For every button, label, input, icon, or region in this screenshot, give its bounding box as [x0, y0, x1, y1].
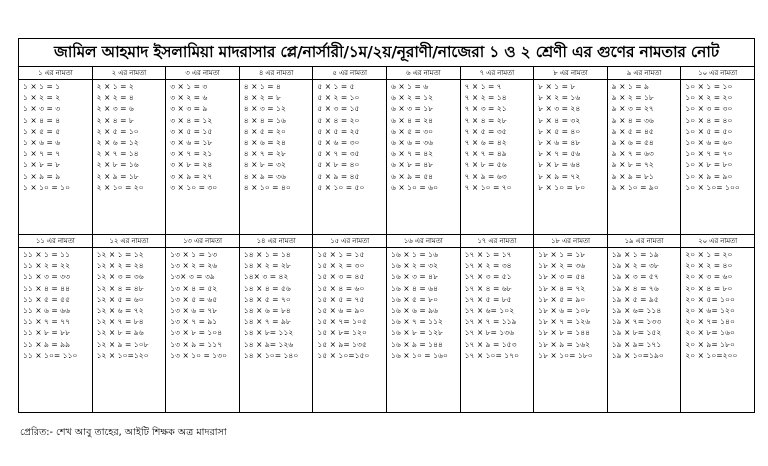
times-table-row: ১৪ × ৯= ১২৬	[243, 339, 294, 349]
times-table-row: ১৭ × ৯ = ১৫৩	[464, 339, 517, 349]
sheet-title: জামিল আহমাদ ইসলামিয়া মাদরাসার প্লে/নার্সারী/১ম/২য়/নূরাণী/নাজেরা ১ ও ২ শ্রেণী এর গুণের নামতার নোট	[19, 39, 754, 67]
times-table-row: ১৭ × ৭ = ১১৯	[464, 317, 517, 327]
times-table-row: ২ × ২ = ৪	[96, 93, 134, 103]
times-table-row: ৫ × ২ = ১০	[317, 93, 360, 103]
times-table-row: ১৪× ৩ = ৪২	[243, 272, 289, 282]
times-table-row: ১০ × ২ = ২০	[685, 93, 733, 103]
times-table-row: ১৯ × ১০=১৯০	[611, 350, 664, 360]
times-table-row: ১৩ × ১০ = ১৩০	[170, 350, 228, 360]
times-table-row: ৭ × ১ = ৭	[464, 82, 502, 91]
times-table-rows	[608, 248, 681, 361]
times-table-rows	[461, 248, 534, 361]
times-table-column	[534, 67, 608, 234]
times-table-row: ৬ × ১০ = ৬০	[390, 182, 439, 192]
times-table-row: ৭ × ৫ = ৩৫	[464, 126, 507, 136]
times-table-row: ৮ × ৭ = ৫৬	[538, 149, 581, 159]
times-table-rows	[681, 248, 754, 361]
times-table-row: ১৫ × ১০=১৫০	[317, 350, 370, 360]
times-table-row: ১৩× ৩ = ৩৯	[170, 272, 215, 282]
times-table-row: ১ × ৫ = ৫	[23, 126, 61, 136]
times-table-row: ১৭ × ৩ = ৫১	[464, 272, 512, 282]
times-table-row: ১৮ × ৯ = ১৬২	[538, 339, 591, 349]
times-table-row: ১ × ২ = ২	[23, 93, 61, 103]
times-table-row: ৩ × ৬ = ১৮	[170, 138, 213, 148]
times-table-row: ১৯ × ১ = ১৯	[611, 250, 659, 259]
times-table-column	[313, 67, 387, 234]
times-table-row: ৬ × ৫ = ৩০	[390, 126, 434, 136]
times-table-row: ৯ × ২ = ১৮	[611, 93, 654, 103]
times-table-column	[461, 67, 535, 234]
times-table-row: ২০ × ১০=২০০	[685, 350, 738, 360]
times-table-row: ১৫ × ৬ = ৯০	[317, 306, 365, 316]
sender-credit: প্রেরিত:- শেখ আবু তাহের, আইটি শিক্ষক অত্র মাদরাসা	[20, 427, 227, 438]
times-table-row: ৪ × ১ = ৪	[243, 82, 281, 91]
times-table-row: ২ × ৯ = ১৮	[96, 171, 139, 181]
times-table-row: ৬ × ৮ = ৪৮	[390, 160, 434, 170]
times-table-column	[19, 235, 93, 413]
times-table-column	[608, 67, 682, 234]
times-table-rows	[534, 248, 607, 361]
times-table-column	[19, 67, 93, 234]
times-table-row: ১৬ × ৬ = ৯৬	[390, 306, 439, 316]
times-table-row: ৩ × ১০ = ৩০	[170, 182, 218, 192]
times-table-row: ২০ × ৯= ১৮০	[685, 339, 735, 349]
times-table-row: ১৫ × ৪ = ৬০	[317, 283, 365, 293]
times-table-row: ২০ × ২ = ৪০	[685, 261, 733, 271]
times-table-row: ২ × ৫ = ১০	[96, 126, 139, 136]
times-table-row: ২ × ৬ = ১২	[96, 138, 139, 148]
tables-block-1-10	[19, 67, 754, 235]
times-table-row: ১৪ × ১ = ১৪	[243, 250, 291, 259]
times-table-row: ১৭ × ১ = ১৭	[464, 250, 512, 259]
times-table-header: ৩ এর নামতা	[166, 67, 239, 80]
times-table-row: ৬ × ৪ = ২৪	[390, 115, 434, 125]
times-table-row: ৩ × ১ = ৩	[170, 82, 208, 91]
times-table-row: ৮ × ৫ = ৪০	[538, 126, 581, 136]
times-table-row: ১৮ × ৬ = ১০৮	[538, 306, 591, 316]
times-table-rows	[534, 80, 607, 193]
times-table-header: ৪ এর নামতা	[240, 67, 313, 80]
times-table-row: ৫ × ৪ = ২০	[317, 115, 360, 125]
times-table-row: ৭ × ১০ = ৭০	[464, 182, 512, 192]
times-table-row: ১৩ × ৯ = ১১৭	[170, 339, 223, 349]
times-table-row: ১১ × ৪ = ৪৪	[23, 283, 71, 293]
times-table-row: ৭ × ২ = ১৪	[464, 93, 507, 103]
times-table-row: ৫ × ১০ = ৫০	[317, 182, 365, 192]
times-table-row: ৪ × ৯ = ৩৬	[243, 171, 286, 181]
times-table-row: ১৯ × ৮= ১৫২	[611, 328, 662, 338]
times-table-row: ১৮ × ৪ = ৭২	[538, 283, 586, 293]
times-table-row: ১৯ × ৪ = ৭৬	[611, 283, 659, 293]
times-table-row: ৭ × ৪ = ২৮	[464, 115, 507, 125]
times-table-row: ৯ × ৬ = ৫৪	[611, 138, 654, 148]
times-table-column	[313, 235, 387, 413]
times-table-column	[166, 235, 240, 413]
times-table-column	[240, 235, 314, 413]
times-table-header: ১২ এর নামতা	[93, 235, 166, 248]
times-table-row: ৪ × ৮ = ৩২	[243, 160, 286, 170]
times-table-row: ১৬ × ৭ = ১১২	[390, 317, 443, 327]
times-table-row: ২ × ৪ = ৮	[96, 115, 134, 125]
times-table-row: ৮ × ২ = ১৬	[538, 93, 581, 103]
times-table-row: ৯ × ৮ = ৭২	[611, 160, 654, 170]
times-table-row: ১৬ × ৫ = ৮০	[390, 294, 439, 304]
times-table-row: ১৮ × ৩ = ৫৪	[538, 272, 586, 282]
times-table-column	[240, 67, 314, 234]
times-table-row: ২০ × ৮= ১৬০	[685, 328, 735, 338]
times-table-row: ১ × ৩ = ৩	[23, 104, 61, 114]
times-table-rows	[19, 248, 92, 361]
times-table-column	[387, 67, 461, 234]
times-table-row: ৫ × ৯ = ৪৫	[317, 171, 360, 181]
times-table-row: ১১ × ১ = ১১	[23, 250, 71, 259]
times-table-row: ৮ × ১০ = ৮০	[538, 182, 586, 192]
times-table-row: ১১ × ৬ = ৬৬	[23, 306, 71, 316]
times-table-row: ১২ × ৬ = ৭২	[96, 306, 144, 316]
times-table-row: ৩ × ৯ = ২৭	[170, 171, 213, 181]
times-table-row: ৯ × ৪ = ৩৬	[611, 115, 654, 125]
times-table-header: ১৭ এর নামতা	[461, 235, 534, 248]
times-table-row: ১৪ × ৫ = ৭০	[243, 294, 291, 304]
times-table-row: ১৫ × ৯= ১৩৫	[317, 339, 367, 349]
times-table-header: ১৫ এর নামতা	[313, 235, 386, 248]
times-table-row: ৪ × ৩ = ১২	[243, 104, 286, 114]
times-table-row: ১৫ × ১ = ১৫	[317, 250, 365, 259]
times-table-row: ১৫ × ৫ = ৭৫	[317, 294, 365, 304]
times-table-row: ১০ × ৫ = ৫০	[685, 126, 733, 136]
times-table-column	[387, 235, 461, 413]
times-table-row: ৮ × ৬ = ৪৮	[538, 138, 581, 148]
times-table-row: ৪ × ২ = ৮	[243, 93, 281, 103]
times-table-row: ১৮ × ৭ = ১২৬	[538, 317, 591, 327]
times-table-rows	[681, 80, 754, 193]
times-table-row: ১ × ৯ = ৯	[23, 171, 61, 181]
times-table-row: ৪ × ৪ = ১৬	[243, 115, 286, 125]
times-table-row: ১৮ × ১ = ১৮	[538, 250, 586, 259]
times-table-header: ১৩ এর নামতা	[166, 235, 239, 248]
times-table-row: ৬ × ৬ = ৩৬	[390, 138, 434, 148]
times-table-header: ১০ এর নামতা	[681, 67, 754, 80]
times-table-column	[166, 67, 240, 234]
times-table-row: ৩ × ২ = ৬	[170, 93, 208, 103]
times-table-rows	[93, 80, 166, 193]
times-table-rows	[313, 248, 386, 361]
times-table-header: ১১ এর নামতা	[19, 235, 92, 248]
times-table-row: ১৬ × ৩ = ৪৮	[390, 272, 439, 282]
times-table-row: ১৭ × ৮= ১৩৬	[464, 328, 515, 338]
times-table-row: ১৪ × ২ = ২৮	[243, 261, 291, 271]
times-table-row: ৯ × ৫ = ৪৫	[611, 126, 654, 136]
times-table-row: ১৪ × ১০= ১৪০	[243, 350, 299, 360]
times-table-row: ৬ × ৩ = ১৮	[390, 104, 434, 114]
times-table-row: ২ × ৮ = ১৬	[96, 160, 139, 170]
times-table-rows	[387, 248, 460, 361]
times-table-row: ১২ × ৫ = ৬০	[96, 294, 144, 304]
times-table-row: ১০ × ৮ = ৮০	[685, 160, 733, 170]
times-table-row: ২০ × ১ = ২০	[685, 250, 733, 259]
times-table-row: ১৯ × ৯= ১৭১	[611, 339, 662, 349]
times-table-row: ২০ × ৭= ১৪০	[685, 317, 735, 327]
times-table-row: ৯ × ৯ = ৮১	[611, 171, 654, 181]
times-table-row: ১৪ × ৪ = ৫৬	[243, 283, 291, 293]
times-table-row: ৫ × ৭ = ৩৫	[317, 149, 360, 159]
times-table-row: ১৪ × ৮= ১১২	[243, 328, 294, 338]
times-table-header: ১৪ এর নামতা	[240, 235, 313, 248]
times-table-header: ১৯ এর নামতা	[608, 235, 681, 248]
times-table-row: ১৬ × ১০ = ১৬০	[390, 350, 448, 360]
times-table-row: ৬ × ১ = ৬	[390, 82, 429, 91]
times-table-row: ৮ × ৮ = ৬৪	[538, 160, 581, 170]
times-table-row: ১ × ১০ = ১০	[23, 182, 71, 192]
times-table-row: ১৭ × ৬= ১০২	[464, 306, 515, 316]
times-table-column	[681, 67, 754, 234]
times-table-row: ১১ × ১০= ১১০	[23, 350, 78, 360]
times-table-column	[534, 235, 608, 413]
times-table-row: ১৩ × ৫ = ৬৫	[170, 294, 218, 304]
times-table-header: ৯ এর নামতা	[608, 67, 681, 80]
times-table-row: ১০ × ৯ = ৯০	[685, 171, 733, 181]
times-table-row: ৫ × ৩ = ১৫	[317, 104, 360, 114]
times-table-row: ১৬ × ১ = ১৬	[390, 250, 439, 259]
times-table-row: ৫ × ৬ = ৩০	[317, 138, 360, 148]
times-table-row: ১১ × ২ = ২২	[23, 261, 71, 271]
times-table-row: ৫ × ১ = ৫	[317, 82, 355, 91]
times-table-row: ১২ × ৩ = ৩৬	[96, 272, 144, 282]
times-table-row: ৩ × ৫ = ১৫	[170, 126, 213, 136]
times-table-row: ১০ × ৪ = ৪০	[685, 115, 733, 125]
times-table-row: ৮ × ১ = ৮	[538, 82, 576, 91]
times-table-rows	[19, 80, 92, 193]
times-table-header: ২০ এর নামতা	[681, 235, 754, 248]
times-table-row: ১ × ৪ = ৪	[23, 115, 61, 125]
times-table-row: ১১ × ৯ = ৯৯	[23, 339, 71, 349]
times-table-row: ১৮ × ৮ = ১৪৪	[538, 328, 591, 338]
times-table-row: ৪ × ১০ = ৪০	[243, 182, 291, 192]
times-table-row: ১২ × ১ = ১২	[96, 250, 144, 259]
times-table-row: ১৫ × ৮= ১২০	[317, 328, 367, 338]
times-table-rows	[166, 80, 239, 193]
times-table-row: ৫ × ৮ = ৪০	[317, 160, 360, 170]
times-table-row: ৩ × ৭ = ২১	[170, 149, 213, 159]
times-table-row: ১২ × ২ = ২৪	[96, 261, 144, 271]
times-table-row: ১৬ × ৮ = ১২৮	[390, 328, 443, 338]
times-table-row: ১ × ৬ = ৬	[23, 138, 61, 148]
times-table-row: ১৭ × ৪ = ৬৮	[464, 283, 512, 293]
times-table-row: ১৪ × ৬ = ৮৪	[243, 306, 291, 316]
times-table-row: ১২ × ৯ = ১০৮	[96, 339, 149, 349]
times-table-row: ৭ × ৯ = ৬৩	[464, 171, 507, 181]
times-table-row: ১০ × ১০= ১০০	[685, 182, 740, 192]
times-table-row: ৪ × ৫ = ২০	[243, 126, 286, 136]
times-table-row: ১৮ × ২ = ৩৬	[538, 261, 586, 271]
times-table-header: ১৬ এর নামতা	[387, 235, 460, 248]
times-table-row: ১২ × ৭ = ৮৪	[96, 317, 144, 327]
times-table-column	[681, 235, 754, 413]
times-table-column	[608, 235, 682, 413]
times-table-header: ৫ এর নামতা	[313, 67, 386, 80]
times-table-header: ১৮ এর নামতা	[534, 235, 607, 248]
times-table-rows	[608, 80, 681, 193]
times-table-row: ৮ × ৯ = ৭২	[538, 171, 581, 181]
times-table-column	[93, 67, 167, 234]
times-table-row: ২০ × ৬= ১২০	[685, 306, 735, 316]
times-table-column	[93, 235, 167, 413]
times-table-rows	[461, 80, 534, 193]
times-table-row: ২০ × ৩ = ৬০	[685, 272, 733, 282]
times-table-row: ২০ × ৫= ১০০	[685, 294, 735, 304]
times-table-row: ৩ × ৪ = ১২	[170, 115, 213, 125]
times-table-row: ৩ × ৩ = ৯	[170, 104, 208, 114]
times-table-row: ১৫ × ২ = ৩০	[317, 261, 365, 271]
times-table-row: ১৯ × ৩ = ৫৭	[611, 272, 659, 282]
times-table-row: ১২ × ৪ = ৪৮	[96, 283, 144, 293]
times-table-row: ১৯ × ৫ = ৯৫	[611, 294, 659, 304]
times-table-row: ৬ × ৯ = ৫৪	[390, 171, 434, 181]
times-table-rows	[166, 248, 239, 361]
times-table-row: ৭ × ৬ = ৪২	[464, 138, 507, 148]
times-table-row: ৪ × ৭ = ২৮	[243, 149, 286, 159]
times-table-row: ২ × ১০ = ২০	[96, 182, 144, 192]
times-table-row: ৩ × ৮ = ২৪	[170, 160, 213, 170]
times-table-rows	[240, 248, 313, 361]
times-table-row: ৭ × ৭ = ৪৯	[464, 149, 507, 159]
times-table-row: ১৩ × ৬ = ৭৮	[170, 306, 218, 316]
times-table-row: ৭ × ৮ = ৫৬	[464, 160, 507, 170]
times-table-row: ১৩ × ১ = ১৩	[170, 250, 218, 259]
times-table-header: ১ এর নামতা	[19, 67, 92, 80]
times-table-row: ১১ × ৩ = ৩৩	[23, 272, 71, 282]
times-table-row: ১৯ × ৬= ১১৪	[611, 306, 662, 316]
times-table-rows	[387, 80, 460, 193]
times-table-row: ১৭ × ২ = ৩৪	[464, 261, 512, 271]
times-table-row: ১৩ × ৪ = ৫২	[170, 283, 218, 293]
times-table-header: ৬ এর নামতা	[387, 67, 460, 80]
times-table-column	[461, 235, 535, 413]
times-table-header: ৮ এর নামতা	[534, 67, 607, 80]
times-table-row: ১ × ১ = ১	[23, 82, 61, 91]
times-table-row: ১২ × ৮ = ৯৬	[96, 328, 144, 338]
times-table-row: ১৯ × ২ = ৩৮	[611, 261, 659, 271]
times-table-row: ৯ × ৭ = ৬৩	[611, 149, 654, 159]
times-table-row: ১ × ৮ = ৮	[23, 160, 61, 170]
times-table-row: ১৫ × ৩ = ৪৫	[317, 272, 365, 282]
times-table-row: ১৩ × ৮ = ১০৪	[170, 328, 223, 338]
times-table-row: ১৯ × ৭= ১৩৩	[611, 317, 662, 327]
times-table-header: ৭ এর নামতা	[461, 67, 534, 80]
times-table-row: ৮ × ৪ = ৩২	[538, 115, 581, 125]
times-table-row: ১৪ × ৭ = ৯৮	[243, 317, 291, 327]
times-table-row: ১১ × ৮ = ৮৮	[23, 328, 71, 338]
times-table-row: ১ × ৭ = ৭	[23, 149, 61, 159]
times-table-row: ৯ × ১ = ৯	[611, 82, 649, 91]
times-table-row: ১১ × ৭ = ৭৭	[23, 317, 71, 327]
times-table-row: ৯ × ১০ = ৯০	[611, 182, 659, 192]
times-table-row: ৬ × ৭ = ৪২	[390, 149, 434, 159]
times-table-row: ১৩ × ৭ = ৯১	[170, 317, 218, 327]
times-table-row: ৬ × ২ = ১২	[390, 93, 434, 103]
times-table-row: ১৭ × ৫ = ৮৫	[464, 294, 512, 304]
multiplication-sheet	[18, 38, 755, 413]
times-table-row: ৭ × ৩ = ২১	[464, 104, 507, 114]
times-table-row: ১০ × ৭ = ৭০	[685, 149, 733, 159]
times-table-row: ২ × ১ = ২	[96, 82, 134, 91]
times-table-row: ৪ × ৬ = ২৪	[243, 138, 286, 148]
times-table-row: ১৬ × ৪ = ৬৪	[390, 283, 439, 293]
tables-block-11-20	[19, 235, 754, 413]
times-table-rows	[313, 80, 386, 193]
times-table-row: ২০ × ৪ = ৮০	[685, 283, 733, 293]
times-table-row: ১০ × ৬ = ৬০	[685, 138, 733, 148]
times-table-row: ১৬ × ২ = ৩২	[390, 261, 439, 271]
times-table-row: ২ × ৭ = ১৪	[96, 149, 139, 159]
times-table-header: ২ এর নামতা	[93, 67, 166, 80]
times-table-row: ৯ × ৩ = ২৭	[611, 104, 654, 114]
times-table-rows	[93, 248, 166, 361]
times-table-row: ৮ × ৩ = ২৪	[538, 104, 581, 114]
times-table-row: ১৫ × ৭= ১০৫	[317, 317, 367, 327]
times-table-row: ২ × ৩ = ৬	[96, 104, 134, 114]
times-table-row: ১৮ × ১০= ১৮০	[538, 350, 593, 360]
times-table-row: ৫ × ৫ = ২৫	[317, 126, 360, 136]
times-table-row: ১০ × ৩ = ৩০	[685, 104, 733, 114]
times-table-row: ১২ × ১০=১২০	[96, 350, 149, 360]
times-table-row: ১৬ × ৯ = ১৪৪	[390, 339, 443, 349]
times-table-row: ১০ × ১ = ১০	[685, 82, 733, 91]
times-table-row: ১৩ × ২ = ২৬	[170, 261, 218, 271]
times-table-row: ১১ × ৫ = ৫৫	[23, 294, 71, 304]
times-table-row: ১৭ × ১০= ১৭০	[464, 350, 520, 360]
times-table-row: ১৮ × ৫ = ৯০	[538, 294, 586, 304]
times-table-rows	[240, 80, 313, 193]
